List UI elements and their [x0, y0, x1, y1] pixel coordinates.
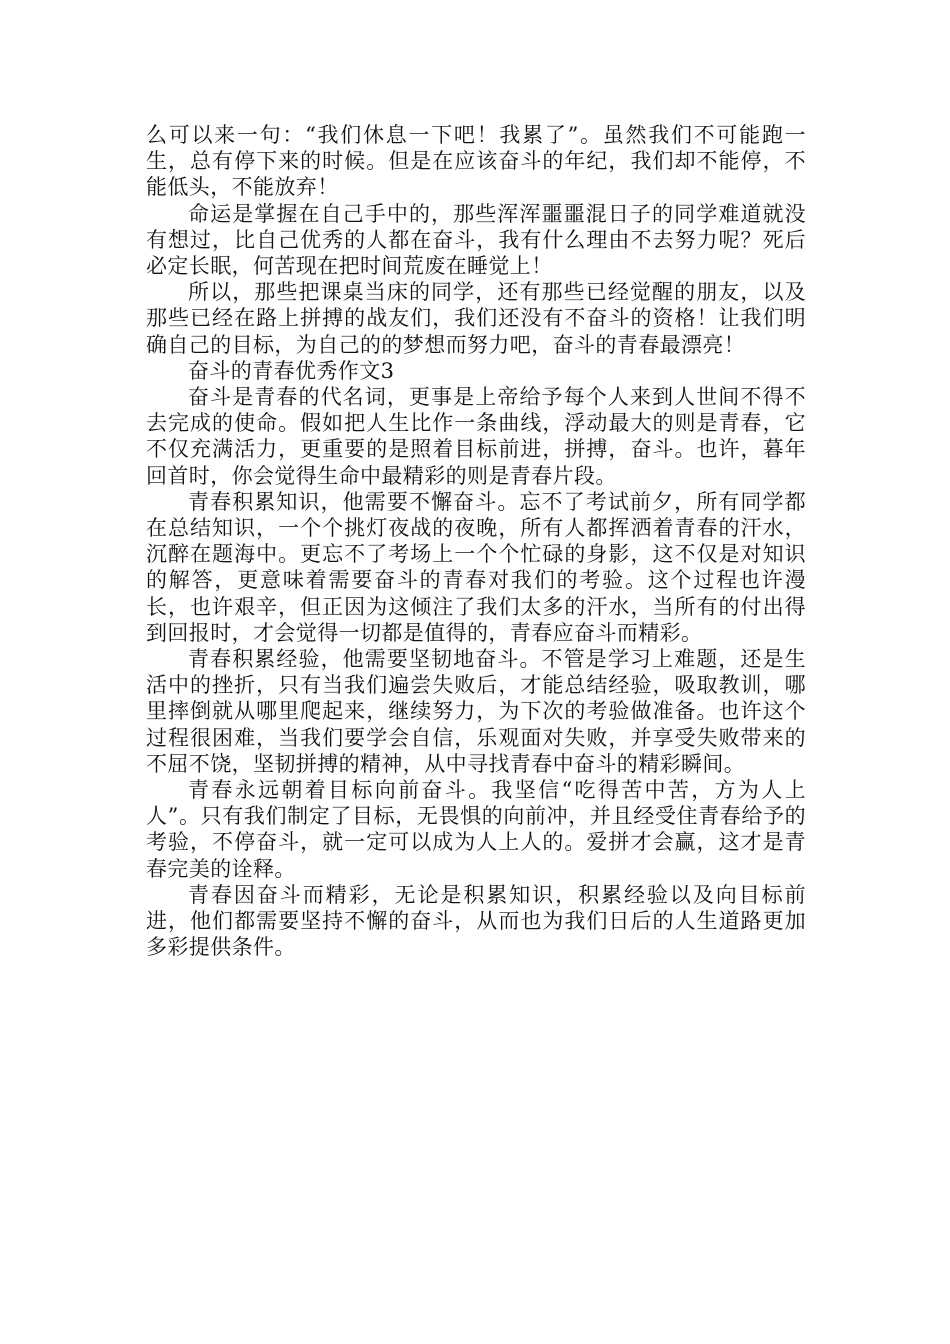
paragraph: 青春积累经验，他需要坚韧地奋斗。不管是学习上难题，还是生活中的挫折，只有当我们遍尝失败后，才能总结经验，吸取教训，哪里摔倒就从哪里爬起来，继续努力，为下次的考验做准备。也许这个过程很困难，当我们要学会自信，乐观面对失败，并享受失败带来的不屈不饶，坚韧拼搏的精神，从中寻找青春中奋斗的精彩瞬间。	[146, 647, 806, 776]
paragraph: 青春因奋斗而精彩，无论是积累知识，积累经验以及向目标前进，他们都需要坚持不懈的奋斗，从而也为我们日后的人生道路更加多彩提供条件。	[146, 882, 806, 960]
paragraph: 青春永远朝着目标向前奋斗。我坚信“吃得苦中苦，方为人上人”。只有我们制定了目标，无畏惧的向前冲，并且经受住青春给予的考验，不停奋斗，就一定可以成为人上人的。爱拼才会赢，这才是青春完美的诠释。	[146, 778, 806, 881]
paragraph-continued: 么可以来一句：“我们休息一下吧！我累了”。虽然我们不可能跑一生，总有停下来的时候。但是在应该奋斗的年纪，我们却不能停，不能低头，不能放弃！	[146, 123, 806, 200]
paragraph: 青春积累知识，他需要不懈奋斗。忘不了考试前夕，所有同学都在总结知识，一个个挑灯夜战的夜晚，所有人都挥洒着青春的汗水，沉醉在题海中。更忘不了考场上一个个忙碌的身影，这不仅是对知识的解答，更意味着需要奋斗的青春对我们的考验。这个过程也许漫长，也许艰辛，但正因为这倾注了我们太多的汗水，当所有的付出得到回报时，才会觉得一切都是值得的，青春应奋斗而精彩。	[146, 489, 806, 645]
essay-body	[146, 122, 806, 961]
essay-heading: 奋斗的青春优秀作文3	[188, 358, 395, 383]
paragraph: 命运是掌握在自己手中的，那些浑浑噩噩混日子的同学难道就没有想过，比自己优秀的人都在奋斗，我有什么理由不去努力呢？死后必定长眠，何苦现在把时间荒废在睡觉上！	[146, 201, 806, 279]
paragraph: 所以，那些把课桌当床的同学，还有那些已经觉醒的朋友，以及那些已经在路上拼搏的战友们，我们还没有不奋斗的资格！让我们明确自己的目标，为自己的的梦想而努力吧，奋斗的青春最漂亮！	[146, 280, 806, 357]
paragraph: 奋斗是青春的代名词，更事是上帝给予每个人来到人世间不得不去完成的使命。假如把人生比作一条曲线，浮动最大的则是青春，它不仅充满活力，更重要的是照着目标前进，拼搏，奋斗。也许，暮年回首时，你会觉得生命中最精彩的则是青春片段。	[146, 385, 806, 488]
